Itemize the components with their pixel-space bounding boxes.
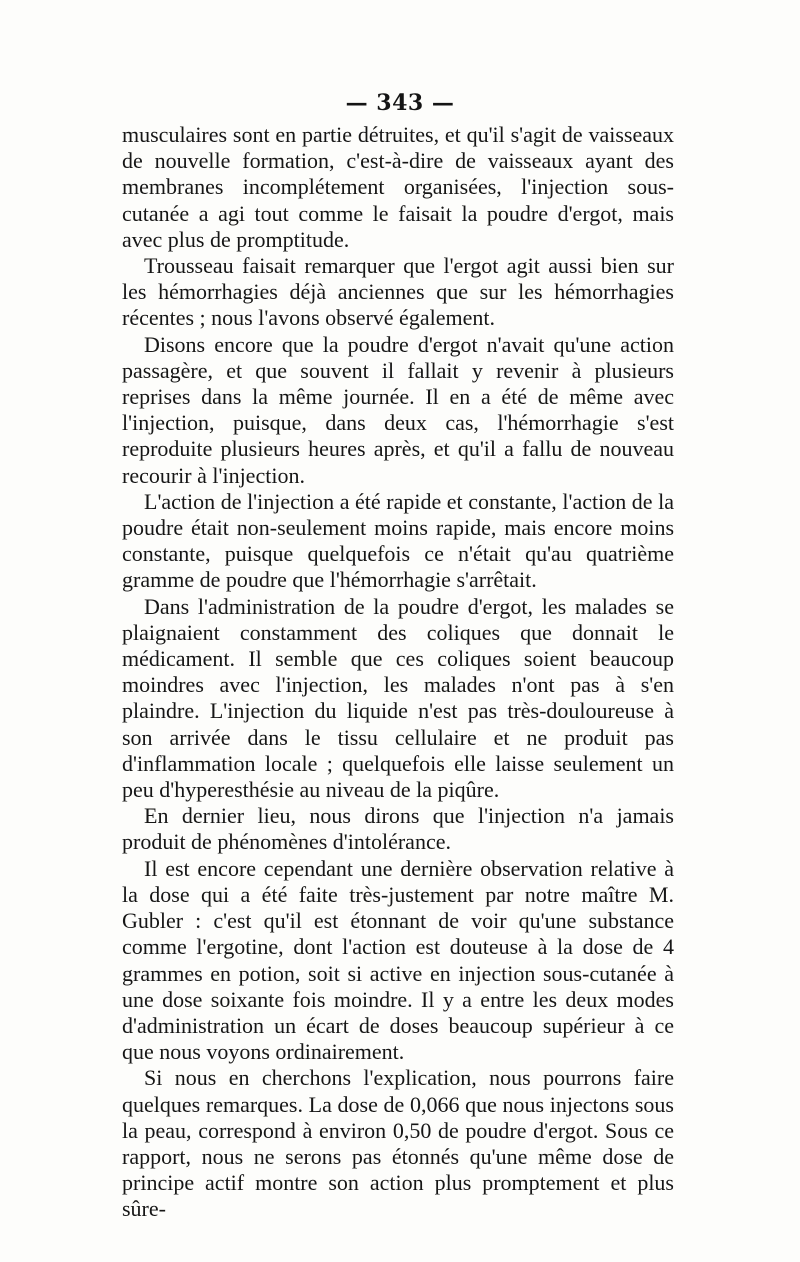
paragraph-dernier-lieu: En dernier lieu, nous dirons que l'injection n'a jamais produit de phénomènes d'intolérance. — [122, 803, 674, 855]
paragraph-explication: Si nous en cherchons l'explication, nous pourrons faire quelques remarques. La dose de 0,066 que nous injectons sous la peau, correspond à environ 0,50 de poudre d'ergot. Sous ce rapport, nous ne serons pas étonnés qu'une même dose de principe actif montre son action plus promptement et plus sûre- — [122, 1065, 674, 1222]
paragraph-administration-poudre: Dans l'administration de la poudre d'ergot, les malades se plaignaient constamment des coliques que donnait le médicament. Il semble que ces coliques soient beaucoup moindres avec l'injection, les malades n'ont pas à s'en plaindre. L'injection du liquide n'est pas très-douloureuse à son arrivée dans le tissu cellulaire et ne produit pas d'inflammation locale ; quelquefois elle laisse seulement un peu d'hyperesthésie au niveau de la piqûre. — [122, 593, 674, 803]
paragraph-action-injection: L'action de l'injection a été rapide et constante, l'action de la poudre était non-seulement moins rapide, mais encore moins constante, puisque quelquefois ce n'était qu'au quatrième gramme de poudre que l'hémorrhagie s'arrêtait. — [122, 488, 674, 593]
paragraph-disons-encore: Disons encore que la poudre d'ergot n'avait qu'une action passagère, et que souvent il fallait y revenir à plusieurs reprises dans la même journée. Il en a été de même avec l'injection, puisque, dans deux cas, l'hémorrhagie s'est reproduite plusieurs heures après, et qu'il a fallu de nouveau recourir à l'injection. — [122, 331, 674, 488]
paragraph-observation-dose: Il est encore cependant une dernière observation relative à la dose qui a été faite très-justement par notre maître M. Gubler : c'est qu'il est étonnant de voir qu'une substance comme l'ergotine, dont l'action est douteuse à la dose de 4 grammes en potion, soit si active en injection sous-cutanée à une dose soixante fois moindre. Il y a entre les deux modes d'administration un écart de doses beaucoup supérieur à ce que nous voyons ordinairement. — [122, 855, 674, 1065]
paragraph-continuation-musculaires: musculaires sont en partie détruites, et qu'il s'agit de vaisseaux de nouvelle formation, c'est-à-dire de vaisseaux ayant des membranes incomplétement organisées, l'injection sous-cutanée a agi tout comme le faisait la poudre d'ergot, mais avec plus de promptitude. — [122, 122, 674, 252]
body-text — [122, 122, 674, 1223]
paragraph-trousseau: Trousseau faisait remarquer que l'ergot agit aussi bien sur les hémorrhagies déjà anciennes que sur les hémorrhagies récentes ; nous l'avons observé également. — [122, 253, 674, 331]
page-number: — 343 — — [345, 90, 455, 116]
